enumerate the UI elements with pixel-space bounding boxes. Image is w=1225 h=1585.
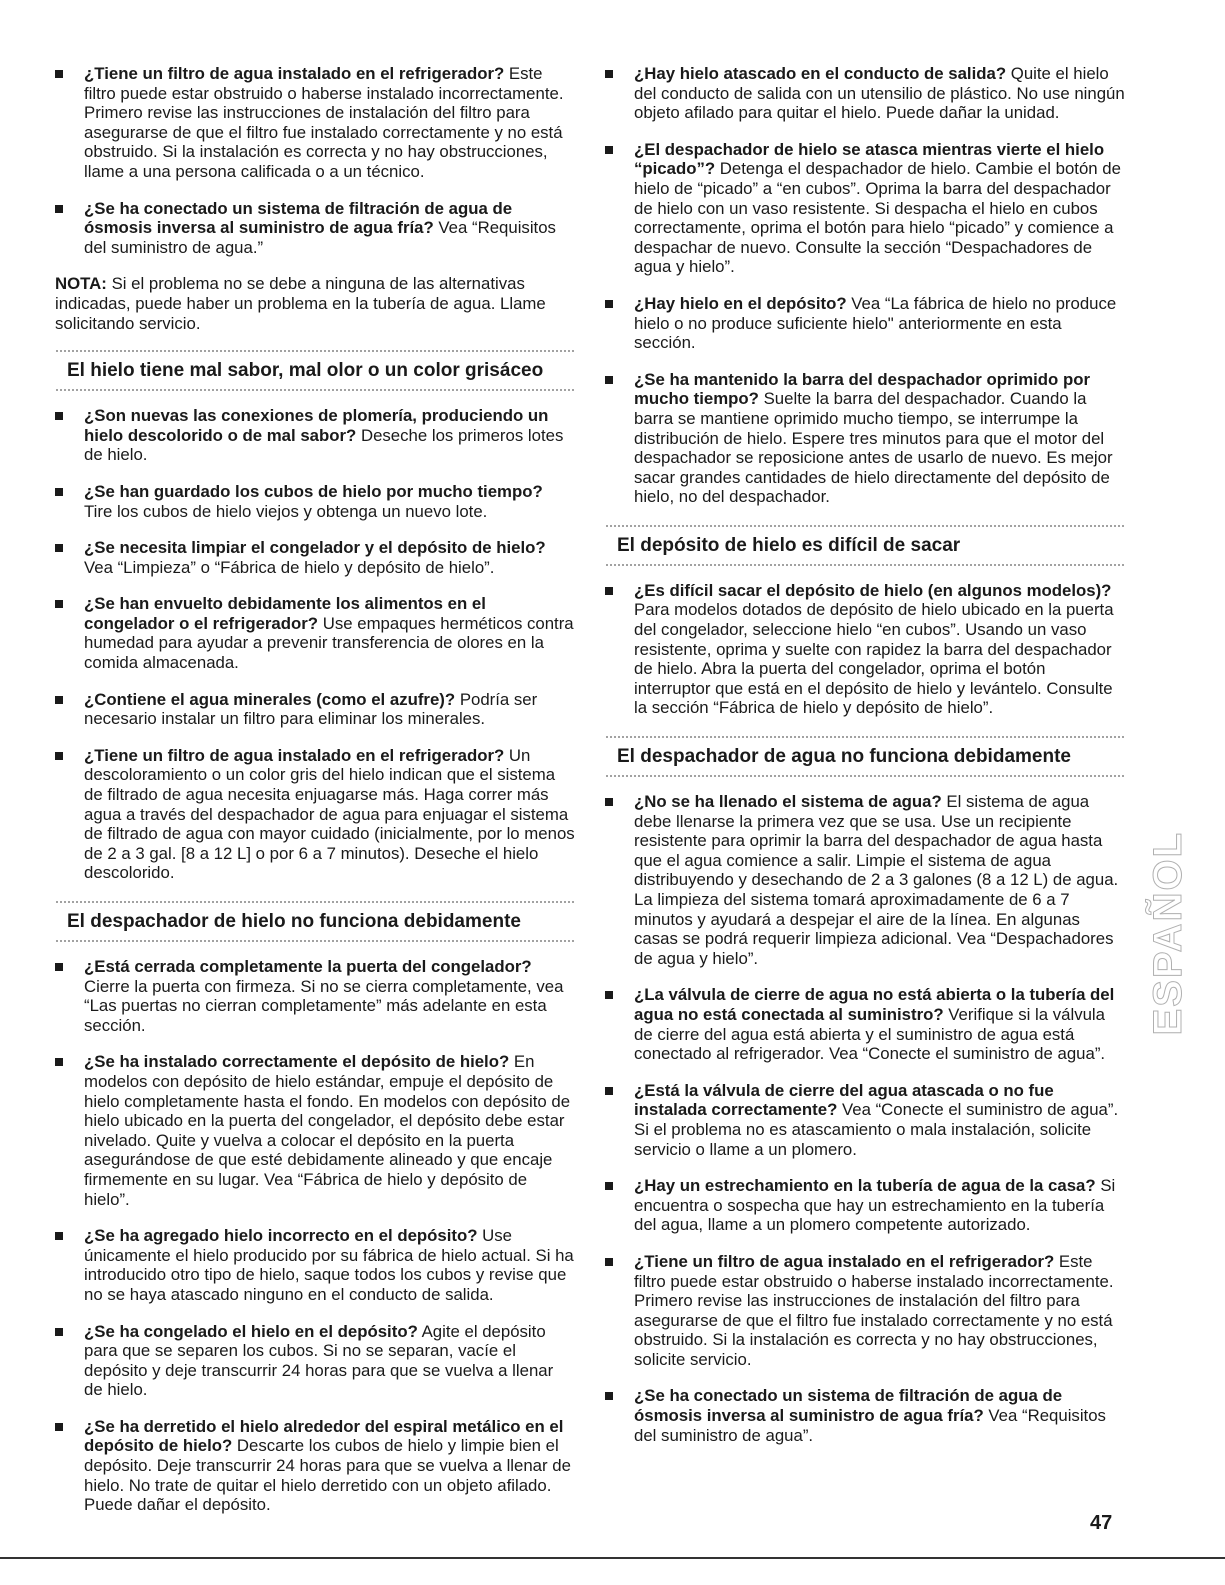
section-title: El depósito de hielo es difícil de sacar [617, 534, 961, 556]
dotted-rule [55, 939, 575, 943]
list-item [605, 140, 1125, 277]
item-question: ¿Es difícil sacar el depósito de hielo (en algunos modelos)? [634, 580, 1112, 600]
bullet-icon [55, 600, 63, 608]
item-question: ¿Se ha instalado correctamente el depósito de hielo? [84, 1052, 510, 1072]
item-question: ¿Se ha conectado un sistema de filtración de agua de ósmosis inversa al suministro de agua fría? [84, 198, 513, 238]
list-item [605, 294, 1125, 353]
section-title: El despachador de agua no funciona debidamente [617, 746, 1071, 768]
item-question: ¿Está la válvula de cierre del agua atascada o no fue instalada correctamente? [634, 1080, 1054, 1120]
list-item [605, 1081, 1125, 1159]
list-item [605, 792, 1125, 968]
item-question: ¿Contiene el agua minerales (como el azufre)? [84, 689, 456, 709]
section-title: El despachador de hielo no funciona debidamente [67, 911, 521, 932]
item-question: ¿Se necesita limpiar el congelador y el depósito de hielo? [84, 538, 546, 558]
bullet-icon [55, 1232, 63, 1240]
list-item [55, 690, 575, 729]
bullet-icon [55, 412, 63, 420]
item-question: ¿Tiene un filtro de agua instalado en el refrigerador? [84, 64, 505, 83]
list-item [55, 64, 575, 182]
item-question: ¿Tiene un filtro de agua instalado en el refrigerador? [634, 1251, 1055, 1271]
item-answer: Use empaques herméticos contra humedad para ayudar a prevenir transferencia de olores en la comida almacenada. [84, 613, 574, 673]
bullet-icon [605, 798, 613, 806]
section-header [55, 349, 575, 392]
list-item [55, 746, 575, 883]
section-header [55, 900, 575, 943]
dotted-rule [605, 563, 1125, 567]
list-item [605, 581, 1125, 718]
item-question: ¿Hay hielo en el depósito? [634, 293, 847, 313]
item-question: ¿Se ha agregado hielo incorrecto en el depósito? [84, 1226, 478, 1246]
bullet-icon [55, 1423, 63, 1431]
bullet-icon [55, 752, 63, 760]
item-question: ¿Se ha mantenido la barra del despachador oprimido por mucho tiempo? [634, 369, 1090, 409]
bullet-icon [55, 70, 63, 78]
list-item [55, 406, 575, 465]
item-answer: Agite el depósito para que se separen los cubos. Si no se separan, vacíe el depósito y deje transcurrir 24 horas para que se vuelva a llenar de hielo. [84, 1321, 554, 1400]
item-question: ¿Se ha derretido el hielo alrededor del espiral metálico en el depósito de hielo? [84, 1416, 564, 1456]
right-column [605, 64, 1125, 1462]
item-answer: Un descoloramiento o un color gris del hielo indican que el sistema de filtrado de agua necesita enjuagarse más. Haga correr más agua a través del despachador de agua para enjuagar el sistema de filtrado de agua con mayor cuidado (inicialmente, por lo menos de 2 a 3 gal. [8 a 12 L] o por 6 a 7 minutos). Deseche el hielo descolorido. [84, 745, 575, 883]
item-question: ¿Se ha congelado el hielo en el depósito? [84, 1321, 418, 1341]
bullet-icon [605, 300, 613, 308]
item-answer: Podría ser necesario instalar un filtro para eliminar los minerales. [84, 689, 538, 729]
item-question: ¿Está cerrada completamente la puerta del congelador? [84, 957, 532, 976]
page-number: 47 [1090, 1512, 1113, 1534]
bullet-icon [605, 1392, 613, 1400]
item-answer: Este filtro puede estar obstruido o haberse instalado incorrectamente. Primero revise las instrucciones de instalación del filtro para asegurarse de que el filtro fue instalado correctamente y no está obstruido. Si la instalación es correcta y no hay obstrucciones, solicite servicio. [634, 1251, 1114, 1369]
list-item [55, 482, 575, 521]
item-answer: Vea “Requisitos del suministro de agua”. [634, 1406, 1106, 1445]
item-answer: Deseche los primeros lotes de hielo. [84, 425, 564, 465]
bullet-icon [55, 205, 63, 213]
list-item [605, 1386, 1125, 1445]
bottom-rule [0, 1557, 1225, 1559]
item-question: ¿Se han envuelto debidamente los alimentos en el congelador o el refrigerador? [84, 594, 486, 633]
list-item [55, 1322, 575, 1400]
item-answer: El sistema de agua debe llenarse la primera vez que se usa. Use un recipiente resistente para oprimir la barra del despachador de agua hasta que el agua comience a salir. Limpie el sistema de agua distribuyendo y desechando de 2 a 3 galones (8 a 12 L) de agua. La limpieza del sistema tomará aproximadamente de 6 a 7 minutos y ayudará a despejar el aire de la línea. En algunas casas se podrá requerir limpieza adicional. Vea “Despachadores de agua y hielo”. [634, 792, 1119, 968]
note-label: NOTA: [55, 274, 107, 294]
bullet-icon [55, 1328, 63, 1336]
item-answer: Descarte los cubos de hielo y limpie bien el depósito. Deje transcurrir 24 horas para que se vuelva a llenar de hielo. No trate de quitar el hielo derretido con un objeto afilado. Puede dañar el depósito. [84, 1436, 571, 1515]
note [55, 274, 575, 333]
bullet-icon [605, 587, 613, 595]
item-answer: Vea “Requisitos del suministro de agua.” [84, 218, 556, 257]
item-question: ¿La válvula de cierre de agua no está abierta o la tubería del agua no está conectada al suministro? [634, 985, 1115, 1024]
list-item [55, 199, 575, 258]
left-column [55, 64, 575, 1532]
item-answer: Para modelos dotados de depósito de hielo ubicado en la puerta del congelador, seleccione hielo “en cubos”. Usando un vaso resistente, oprima y suelte con rapidez la barra del despachador de hielo. Abra la puerta del congelador, oprima el botón interruptor que está en el depósito de hielo y levántelo. Consulte la sección “Fábrica de hielo y depósito de hielo”. [634, 600, 1114, 718]
language-side-tab [1145, 808, 1191, 1058]
item-answer: Cierre la puerta con firmeza. Si no se cierra completamente, vea “Las puertas no cierran completamente” más adelante en esta sección. [84, 976, 564, 1035]
item-question: ¿Tiene un filtro de agua instalado en el refrigerador? [84, 745, 505, 765]
list-item [55, 594, 575, 672]
bullet-icon [605, 146, 613, 154]
bullet-icon [605, 70, 613, 78]
section-header [605, 524, 1125, 567]
item-question: ¿Hay hielo atascado en el conducto de salida? [634, 64, 1007, 83]
item-answer: Tire los cubos de hielo viejos y obtenga un nuevo lote. [84, 501, 488, 521]
item-question: ¿El despachador de hielo se atasca mientras vierte el hielo “picado”? [634, 139, 1105, 179]
list-item [605, 1252, 1125, 1370]
item-answer: Vea “Limpieza” o “Fábrica de hielo y depósito de hielo”. [84, 557, 495, 577]
bullet-icon [55, 1058, 63, 1066]
item-answer: Vea “Conecte el suministro de agua”. Si el problema no es atascamiento o mala instalación, solicite servicio o llame a un plomero. [634, 1100, 1119, 1159]
bullet-icon [55, 488, 63, 496]
item-question: ¿Se ha conectado un sistema de filtración de agua de ósmosis inversa al suministro de agua fría? [634, 1386, 1063, 1426]
list-item [605, 370, 1125, 507]
item-answer: Detenga el despachador de hielo. Cambie el botón de hielo de “picado” a “en cubos”. Oprima la barra del despachador de hielo con un vaso resistente. Si despacha el hielo en cubos correctamente, oprima el botón para hielo “picado” y comience a despachar de nuevo. Consulte la sección “Despachadores de agua y hielo”. [634, 159, 1121, 277]
list-item [55, 957, 575, 1035]
list-item [55, 538, 575, 577]
section-header [605, 735, 1125, 778]
list-item [55, 1417, 575, 1515]
dotted-rule [55, 388, 575, 392]
bullet-icon [55, 544, 63, 552]
bullet-icon [605, 376, 613, 384]
list-item [55, 1052, 575, 1209]
item-answer: Use únicamente el hielo producido por su fábrica de hielo actual. Si ha introducido otro tipo de hielo, saque todos los cubos y revise que no se haya atascado ninguno en el conducto de salida. [84, 1226, 574, 1304]
bullet-icon [605, 1258, 613, 1266]
item-question: ¿Hay un estrechamiento en la tubería de agua de la casa? [634, 1176, 1096, 1196]
item-question: ¿Son nuevas las conexiones de plomería, produciendo un hielo descolorido o de mal sabor? [84, 406, 549, 445]
bullet-icon [605, 991, 613, 999]
bullet-icon [55, 963, 63, 971]
item-question: ¿No se ha llenado el sistema de agua? [634, 792, 942, 812]
item-answer: Este filtro puede estar obstruido o haberse instalado incorrectamente. Primero revise las instrucciones de instalación del filtro para asegurarse de que el filtro fue instalado correctamente y no está obstruido. Si la instalación es correcta y no hay obstrucciones, llame a una persona calificada o a un técnico. [84, 64, 564, 181]
list-item [605, 985, 1125, 1063]
side-tab-label: ESPAÑOL [1145, 830, 1190, 1036]
item-answer: Verifique si la válvula de cierre del agua está abierta y el suministro de agua está conectado al refrigerador. Vea “Conecte el suministro de agua”. [634, 1004, 1106, 1064]
item-answer: En modelos con depósito de hielo estándar, empuje el depósito de hielo completamente hasta el fondo. En modelos con depósito de hielo ubicado en la puerta del congelador, el depósito debe estar nivelado. Quite y vuelva a colocar el depósito en la puerta asegurándose de que esté debidamente alineado y que encaje firmemente en su lugar. Vea “Fábrica de hielo y depósito de hielo”. [84, 1052, 571, 1209]
bullet-icon [605, 1087, 613, 1095]
bullet-icon [605, 1182, 613, 1190]
bullet-icon [55, 696, 63, 704]
item-answer: Si encuentra o sospecha que hay un estrechamiento en la tubería del agua, llame a un plomero competente autorizado. [634, 1176, 1116, 1235]
note-text: Si el problema no se debe a ninguna de las alternativas indicadas, puede haber un problema en la tubería de agua. Llame solicitando servicio. [55, 274, 546, 333]
dotted-rule [605, 774, 1125, 778]
list-item [605, 64, 1125, 123]
item-answer: Suelte la barra del despachador. Cuando la barra se mantiene oprimido mucho tiempo, se interrumpe la distribución de hielo. Espere tres minutos para que el motor del despachador se reposicione antes de usarlo de nuevo. Es mejor sacar grandes cantidades de hielo directamente del depósito de hielo, no del despachador. [634, 389, 1113, 507]
item-answer: Quite el hielo del conducto de salida con un utensilio de plástico. No use ningún objeto afilado para quitar el hielo. Puede dañar la unidad. [634, 64, 1125, 123]
list-item [605, 1176, 1125, 1235]
list-item [55, 1226, 575, 1304]
item-question: ¿Se han guardado los cubos de hielo por mucho tiempo? [84, 481, 543, 501]
item-answer: Vea “La fábrica de hielo no produce hielo o no produce suficiente hielo" anteriormente en esta sección. [634, 293, 1117, 353]
section-title: El hielo tiene mal sabor, mal olor o un color grisáceo [67, 360, 544, 382]
